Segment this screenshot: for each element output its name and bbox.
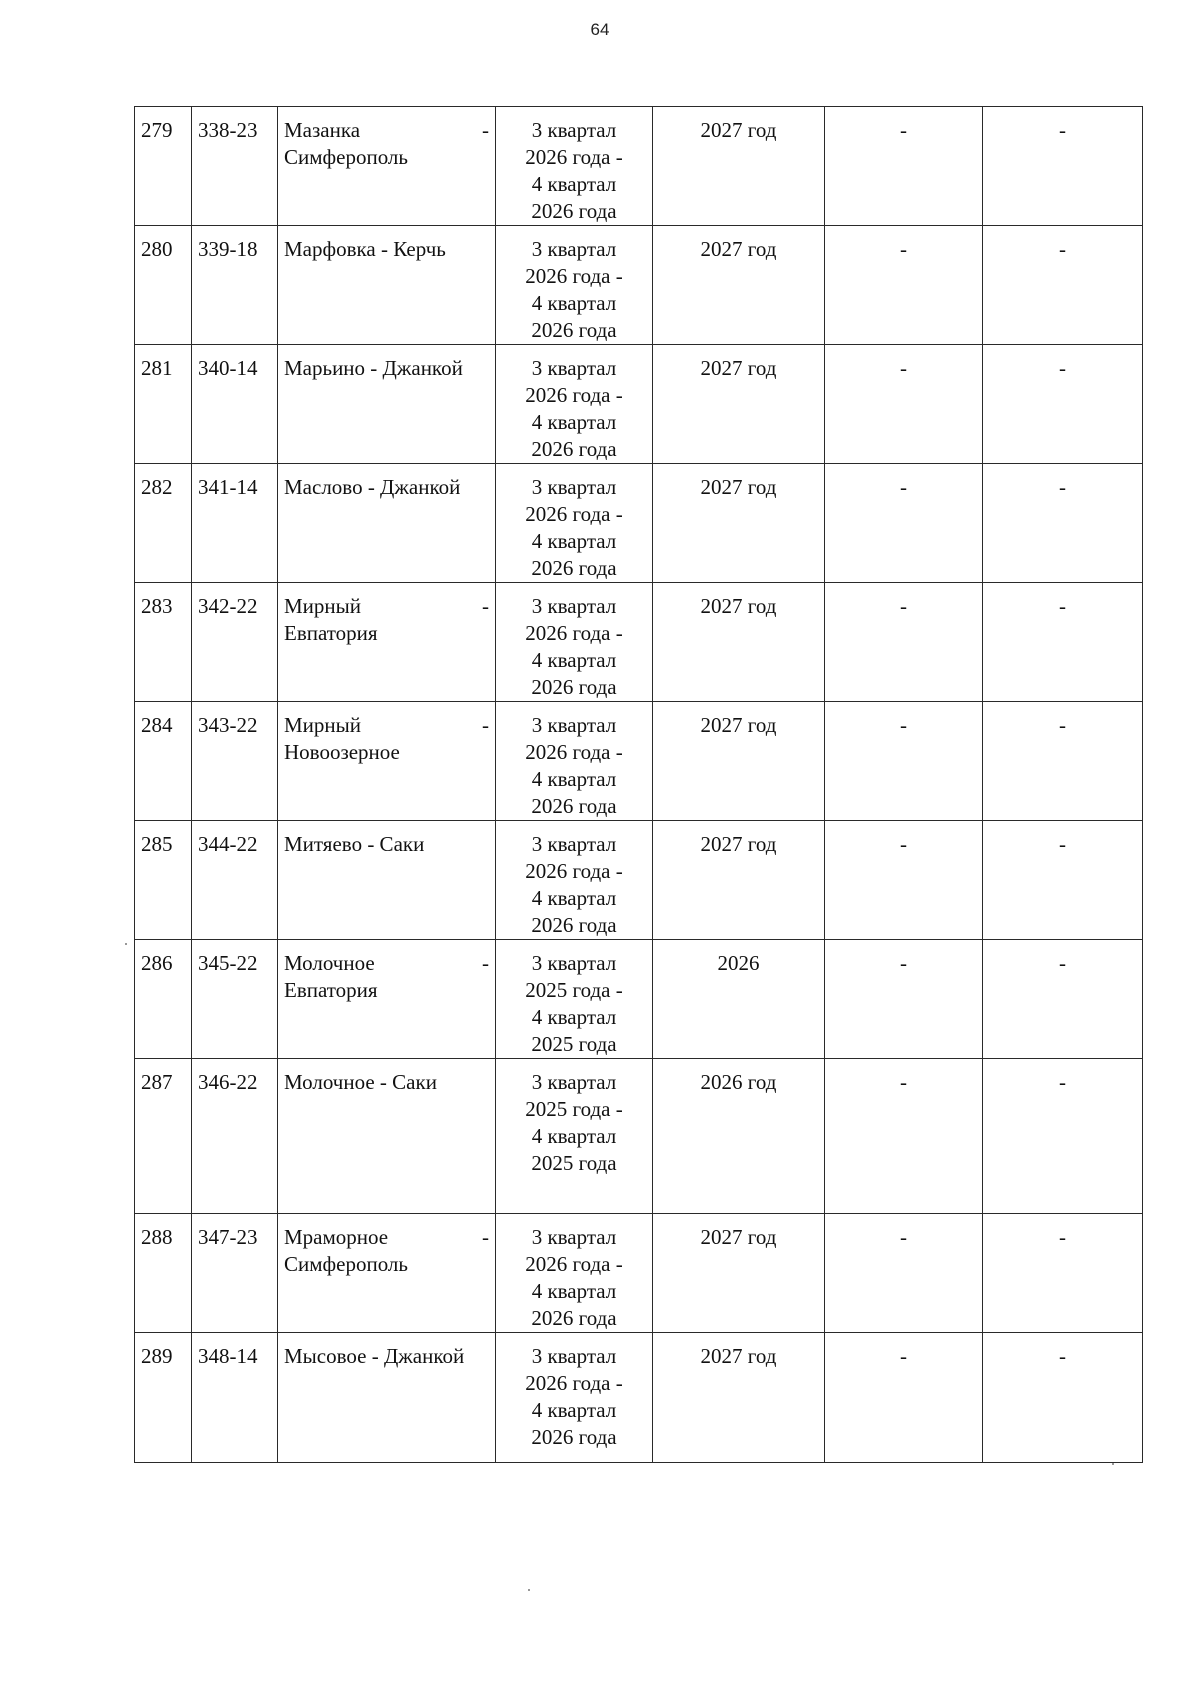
period-line: 4 квартал: [531, 291, 617, 315]
table-row: [135, 345, 1143, 464]
period-line: 3 квартал: [531, 237, 617, 261]
route-origin: Мазанка: [284, 118, 361, 142]
table-row: [135, 1059, 1143, 1214]
period-line: 3 квартал: [531, 1344, 617, 1368]
period-line: 4 квартал: [531, 1124, 617, 1148]
dash-cell: -: [983, 1214, 1143, 1333]
route-name: [284, 236, 489, 263]
period-cell: [496, 226, 653, 345]
period-cell: [496, 821, 653, 940]
route-destination: Симферополь: [284, 145, 408, 169]
route-destination: Симферополь: [284, 1252, 408, 1276]
period-line: 3 квартал: [531, 1225, 617, 1249]
period-cell: [496, 702, 653, 821]
route-name-text: Молочное - Саки: [284, 1070, 437, 1094]
period-cell: [496, 1214, 653, 1333]
period-cell: [496, 107, 653, 226]
route-name-text: Митяево - Саки: [284, 832, 425, 856]
period-line: 2025 года -: [525, 978, 623, 1002]
year-cell: 2027 год: [653, 1214, 825, 1333]
route-origin: Мраморное: [284, 1225, 389, 1249]
route-name-text: Марьино - Джанкой: [284, 356, 463, 380]
row-number-cell: 279: [135, 107, 192, 226]
route-destination: Евпатория: [284, 621, 378, 645]
dash-cell: -: [983, 464, 1143, 583]
route-name: [284, 117, 489, 171]
period-line: 2026 года -: [525, 1371, 623, 1395]
period-line: 2026 года: [531, 437, 617, 461]
period-line: 4 квартал: [531, 886, 617, 910]
dash-cell: -: [825, 226, 983, 345]
route-name-cell: [278, 464, 496, 583]
dash-cell: -: [825, 702, 983, 821]
route-name: [284, 474, 489, 501]
row-number-cell: 283: [135, 583, 192, 702]
route-dash: -: [482, 118, 489, 142]
year-cell: 2027 год: [653, 107, 825, 226]
year-cell: 2027 год: [653, 821, 825, 940]
table-row: [135, 1214, 1143, 1333]
route-name-cell: [278, 345, 496, 464]
row-number-cell: 289: [135, 1333, 192, 1463]
period-line: 2026 года: [531, 794, 617, 818]
routes-table: [134, 106, 1143, 1463]
period-line: 3 квартал: [531, 951, 617, 975]
route-origin: Молочное: [284, 951, 375, 975]
row-number-cell: 287: [135, 1059, 192, 1214]
route-destination: Новоозерное: [284, 740, 400, 764]
route-code-cell: 342-22: [192, 583, 278, 702]
row-number-cell: 281: [135, 345, 192, 464]
route-code-cell: 339-18: [192, 226, 278, 345]
period-line: 3 квартал: [531, 1070, 617, 1094]
period-line: 2025 года: [531, 1151, 617, 1175]
period-line: 3 квартал: [531, 356, 617, 380]
scan-speck: [1112, 1463, 1114, 1465]
year-cell: 2027 год: [653, 226, 825, 345]
dash-cell: -: [825, 345, 983, 464]
period-cell: [496, 1333, 653, 1463]
dash-cell: -: [983, 107, 1143, 226]
table-row: [135, 464, 1143, 583]
period-line: 2026 года -: [525, 264, 623, 288]
route-name-cell: [278, 821, 496, 940]
row-number-cell: 280: [135, 226, 192, 345]
year-cell: 2027 год: [653, 345, 825, 464]
route-name-cell: [278, 1059, 496, 1214]
route-code-cell: 340-14: [192, 345, 278, 464]
period-line: 2026 года: [531, 1425, 617, 1449]
route-code-cell: 348-14: [192, 1333, 278, 1463]
route-dash: -: [482, 1225, 489, 1249]
row-number-cell: 288: [135, 1214, 192, 1333]
dash-cell: -: [825, 940, 983, 1059]
period-line: 2026 года: [531, 913, 617, 937]
table-body: [135, 107, 1143, 1463]
table-row: [135, 940, 1143, 1059]
period-cell: [496, 464, 653, 583]
route-dash: -: [482, 594, 489, 618]
route-origin: Мирный: [284, 713, 361, 737]
route-name: [284, 1343, 489, 1370]
route-name: [284, 831, 489, 858]
route-name-first-line: [284, 1224, 489, 1251]
period-line: 2026 года -: [525, 621, 623, 645]
period-cell: [496, 345, 653, 464]
route-name: [284, 712, 489, 766]
period-cell: [496, 1059, 653, 1214]
dash-cell: -: [983, 226, 1143, 345]
route-name-text: Маслово - Джанкой: [284, 475, 461, 499]
dash-cell: -: [825, 464, 983, 583]
period-line: 2026 года -: [525, 1252, 623, 1276]
route-name: [284, 950, 489, 1004]
period-line: 2026 года -: [525, 502, 623, 526]
route-name: [284, 1069, 489, 1096]
table-row: [135, 1333, 1143, 1463]
route-name-text: Марфовка - Керчь: [284, 237, 446, 261]
route-name: [284, 355, 489, 382]
year-cell: 2027 год: [653, 464, 825, 583]
period-line: 4 квартал: [531, 1005, 617, 1029]
year-cell: 2027 год: [653, 702, 825, 821]
period-line: 2025 года -: [525, 1097, 623, 1121]
route-name-cell: [278, 1214, 496, 1333]
route-dash: -: [482, 713, 489, 737]
route-origin: Мирный: [284, 594, 361, 618]
dash-cell: -: [983, 821, 1143, 940]
route-destination: Евпатория: [284, 978, 378, 1002]
period-line: 2025 года: [531, 1032, 617, 1056]
table-row: [135, 821, 1143, 940]
period-line: 4 квартал: [531, 767, 617, 791]
dash-cell: -: [825, 583, 983, 702]
route-name: [284, 1224, 489, 1278]
period-line: 2026 года -: [525, 383, 623, 407]
route-name-first-line: [284, 117, 489, 144]
route-code-cell: 346-22: [192, 1059, 278, 1214]
route-name-cell: [278, 1333, 496, 1463]
period-line: 2026 года: [531, 556, 617, 580]
dash-cell: -: [983, 940, 1143, 1059]
period-line: 2026 года: [531, 199, 617, 223]
route-name-cell: [278, 940, 496, 1059]
period-line: 3 квартал: [531, 832, 617, 856]
period-cell: [496, 940, 653, 1059]
period-line: 4 квартал: [531, 1279, 617, 1303]
route-name: [284, 593, 489, 647]
dash-cell: -: [983, 583, 1143, 702]
year-cell: 2027 год: [653, 1333, 825, 1463]
dash-cell: -: [825, 821, 983, 940]
route-name-cell: [278, 702, 496, 821]
year-cell: 2026: [653, 940, 825, 1059]
dash-cell: -: [983, 1059, 1143, 1214]
route-code-cell: 344-22: [192, 821, 278, 940]
page-number: 64: [590, 20, 610, 39]
scan-speck: [528, 1589, 530, 1591]
table-row: [135, 107, 1143, 226]
period-line: 2026 года: [531, 675, 617, 699]
row-number-cell: 284: [135, 702, 192, 821]
row-number-cell: 282: [135, 464, 192, 583]
period-line: 4 квартал: [531, 1398, 617, 1422]
route-name-first-line: [284, 950, 489, 977]
route-code-cell: 345-22: [192, 940, 278, 1059]
period-line: 4 квартал: [531, 529, 617, 553]
period-line: 2026 года -: [525, 740, 623, 764]
route-name-text: Мысовое - Джанкой: [284, 1344, 465, 1368]
dash-cell: -: [983, 702, 1143, 821]
table-row: [135, 583, 1143, 702]
route-code-cell: 338-23: [192, 107, 278, 226]
year-cell: 2026 год: [653, 1059, 825, 1214]
dash-cell: -: [825, 1214, 983, 1333]
route-name-first-line: [284, 712, 489, 739]
route-code-cell: 347-23: [192, 1214, 278, 1333]
period-line: 2026 года -: [525, 145, 623, 169]
route-code-cell: 343-22: [192, 702, 278, 821]
period-line: 4 квартал: [531, 410, 617, 434]
period-cell: [496, 583, 653, 702]
route-name-cell: [278, 226, 496, 345]
period-line: 4 квартал: [531, 172, 617, 196]
route-name-cell: [278, 583, 496, 702]
scan-speck: [125, 943, 127, 945]
period-line: 3 квартал: [531, 713, 617, 737]
route-code-cell: 341-14: [192, 464, 278, 583]
period-line: 3 квартал: [531, 118, 617, 142]
dash-cell: -: [983, 345, 1143, 464]
period-line: 2026 года -: [525, 859, 623, 883]
dash-cell: -: [825, 1059, 983, 1214]
period-line: 3 квартал: [531, 475, 617, 499]
route-dash: -: [482, 951, 489, 975]
year-cell: 2027 год: [653, 583, 825, 702]
dash-cell: -: [983, 1333, 1143, 1463]
period-line: 2026 года: [531, 1306, 617, 1330]
dash-cell: -: [825, 1333, 983, 1463]
row-number-cell: 285: [135, 821, 192, 940]
table-row: [135, 226, 1143, 345]
route-name-cell: [278, 107, 496, 226]
route-name-first-line: [284, 593, 489, 620]
table-row: [135, 702, 1143, 821]
period-line: 2026 года: [531, 318, 617, 342]
dash-cell: -: [825, 107, 983, 226]
period-line: 4 квартал: [531, 648, 617, 672]
row-number-cell: 286: [135, 940, 192, 1059]
period-line: 3 квартал: [531, 594, 617, 618]
